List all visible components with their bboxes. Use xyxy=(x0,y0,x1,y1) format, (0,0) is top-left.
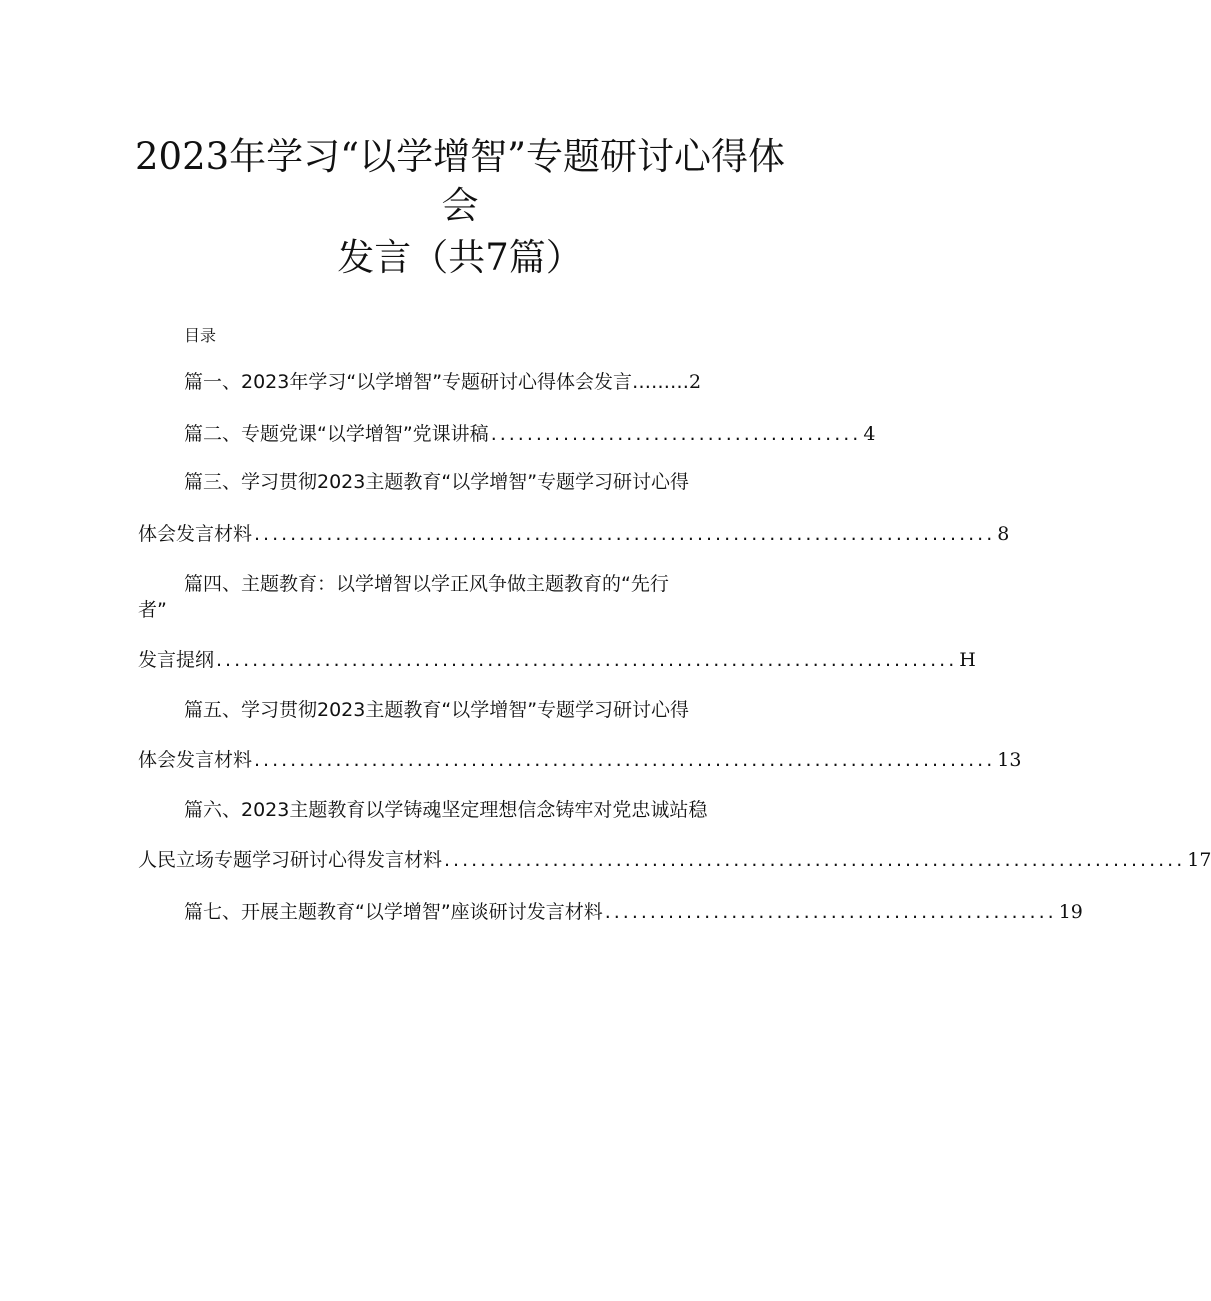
toc-entry-text: 篇二、专题党课“以学增智”党课讲稿 xyxy=(184,423,489,445)
toc-entry-text: 篇一、2023年学习“以学增智”专题研讨心得体会发言 xyxy=(184,371,633,393)
toc-entry-page: 19 xyxy=(1058,901,1083,923)
toc-entry-page: H xyxy=(959,649,976,671)
toc-entry-page: 13 xyxy=(997,749,1022,771)
toc-entry-leader: ……… xyxy=(632,371,690,393)
toc-entry-page: 8 xyxy=(997,523,1010,545)
toc-entry-4-last-line[interactable] xyxy=(138,646,976,674)
toc-entry-1[interactable] xyxy=(184,368,778,396)
document-title-line-1: 2023年学习“以学增智”专题研讨心得体 xyxy=(135,135,785,178)
toc-entry-6-last-line[interactable] xyxy=(138,846,1211,874)
toc-entry-4-middle-line[interactable]: 者” xyxy=(138,599,167,621)
toc-entry-text: 篇七、开展主题教育“以学增智”座谈研讨发言材料 xyxy=(184,901,603,923)
toc-entry-page: 2 xyxy=(689,371,702,393)
toc-entry-text: 人民立场专题学习研讨心得发言材料 xyxy=(138,849,443,871)
toc-heading: 目录 xyxy=(184,326,217,345)
toc-entry-leader-dots: ......................................... xyxy=(490,423,862,445)
toc-entry-2[interactable] xyxy=(184,420,876,448)
document-title-line-3: 发言（共7篇） xyxy=(337,236,583,279)
toc-entry-7[interactable] xyxy=(184,898,1083,926)
toc-entry-leader-dots: .................................................. xyxy=(604,901,1057,923)
toc-entry-3-first-line[interactable]: 篇三、学习贯彻2023主题教育“以学增智”专题学习研讨心得 xyxy=(184,471,690,493)
toc-entry-text: 体会发言材料 xyxy=(138,749,253,771)
toc-entry-text: 发言提纲 xyxy=(138,649,215,671)
toc-entry-page: 17 xyxy=(1187,849,1211,871)
document-title-line-2: 会 xyxy=(441,184,479,227)
toc-entry-leader-dots: .................................................................................. xyxy=(254,749,996,771)
toc-entry-3-last-line[interactable] xyxy=(138,520,1010,548)
toc-entry-6-first-line[interactable]: 篇六、2023主题教育以学铸魂坚定理想信念铸牢对党忠诚站稳 xyxy=(184,799,708,821)
toc-entry-text: 体会发言材料 xyxy=(138,523,253,545)
toc-entry-leader-dots: .................................................................................. xyxy=(444,849,1186,871)
toc-entry-leader-dots: .................................................................................. xyxy=(216,649,958,671)
toc-entry-leader-dots: .................................................................................. xyxy=(254,523,996,545)
toc-entry-5-last-line[interactable] xyxy=(138,746,1022,774)
toc-entry-5-first-line[interactable]: 篇五、学习贯彻2023主题教育“以学增智”专题学习研讨心得 xyxy=(184,699,690,721)
toc-entry-page: 4 xyxy=(863,423,876,445)
toc-entry-4-first-line[interactable]: 篇四、主题教育：以学增智以学正风争做主题教育的“先行 xyxy=(184,573,669,595)
